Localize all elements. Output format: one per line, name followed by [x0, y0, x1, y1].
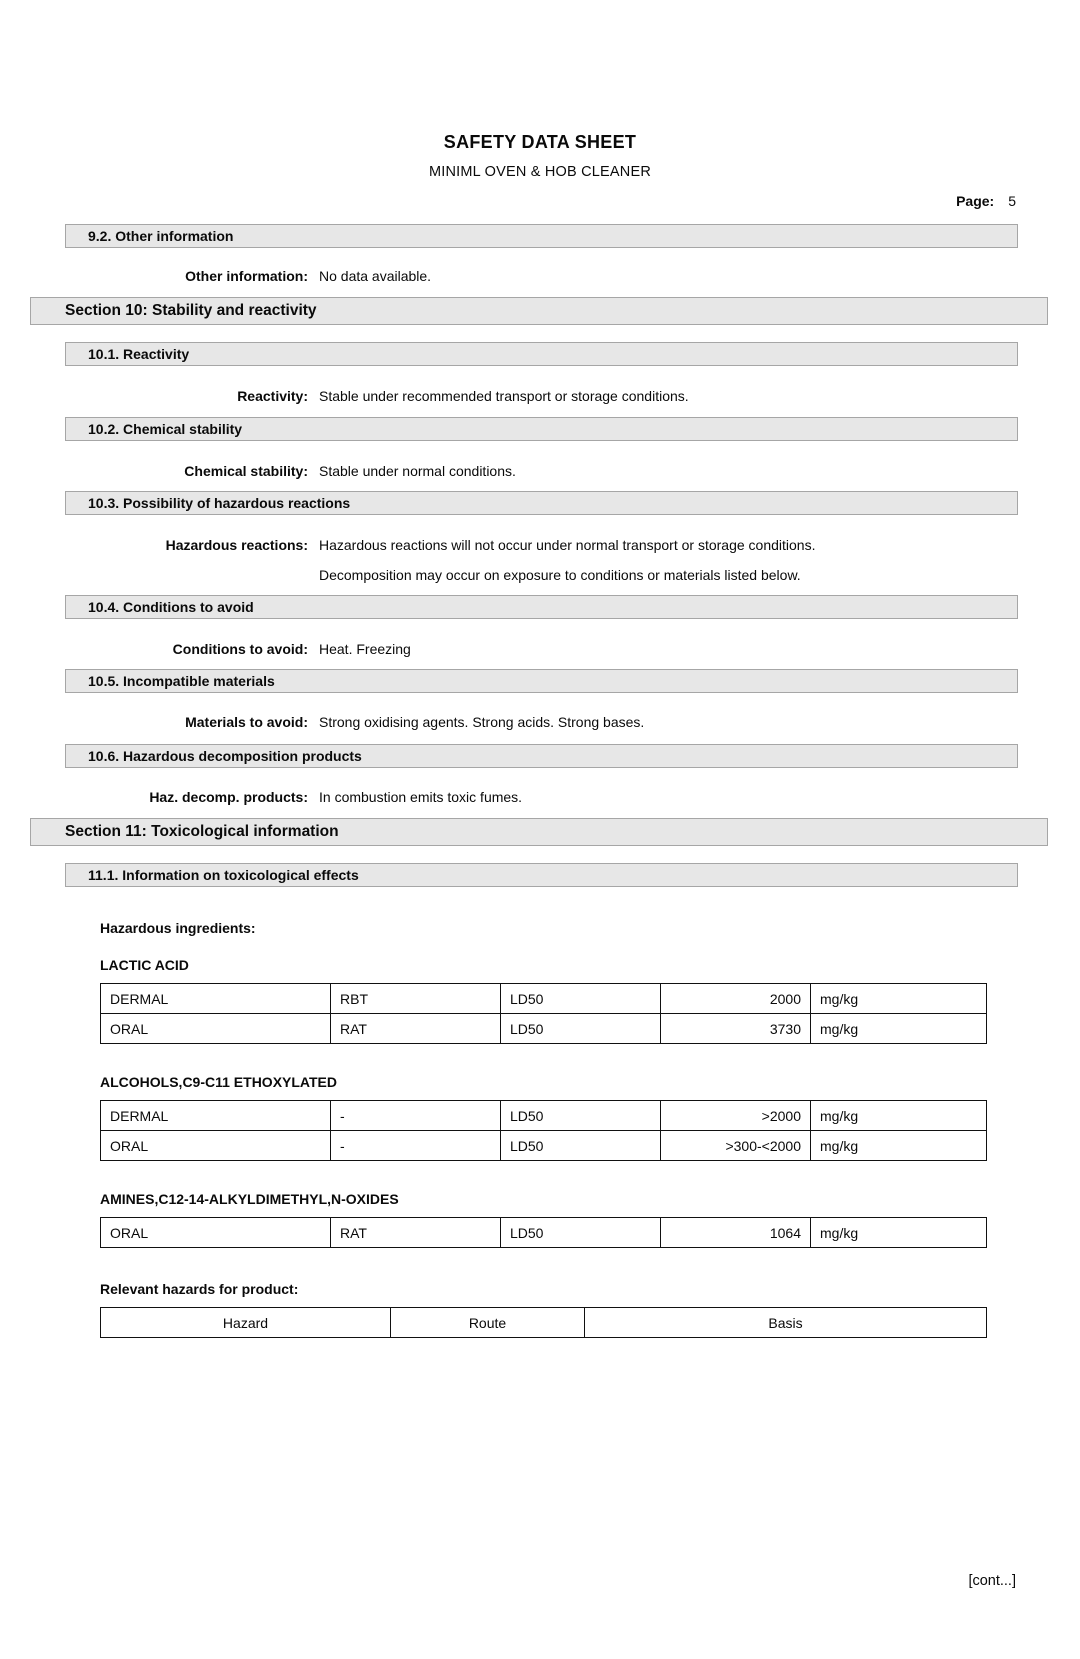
- field-value-line-1: Hazardous reactions will not occur under normal transport or storage conditions.: [319, 537, 816, 553]
- section-header-9-2: 9.2. Other information: [65, 224, 1018, 248]
- table-row: [101, 1218, 987, 1248]
- section-header-10-6: 10.6. Hazardous decomposition products: [65, 744, 1018, 768]
- field-other-information: [0, 267, 1080, 285]
- test-cell: LD50: [501, 1101, 661, 1131]
- route-cell: ORAL: [101, 1131, 331, 1161]
- species-cell: RAT: [331, 1014, 501, 1044]
- route-cell: ORAL: [101, 1014, 331, 1044]
- value-cell: 2000: [661, 984, 811, 1014]
- section-header-10-4: 10.4. Conditions to avoid: [65, 595, 1018, 619]
- section-header-10-2: 10.2. Chemical stability: [65, 417, 1018, 441]
- product-name: MINIML OVEN & HOB CLEANER: [428, 164, 651, 180]
- field-hazardous-reactions: [0, 536, 1080, 584]
- value-cell: 1064: [661, 1218, 811, 1248]
- field-materials-to-avoid: [0, 713, 1080, 731]
- value-cell: >300-<2000: [661, 1131, 811, 1161]
- section-header-10-5: 10.5. Incompatible materials: [65, 669, 1018, 693]
- table-row: [101, 1131, 987, 1161]
- value-cell: >2000: [661, 1101, 811, 1131]
- units-cell: mg/kg: [811, 1101, 987, 1131]
- route-cell: ORAL: [101, 1218, 331, 1248]
- section-header-10-3: 10.3. Possibility of hazardous reactions: [65, 491, 1018, 515]
- page-label: Page:: [956, 193, 995, 209]
- field-value-line-2: Decomposition may occur on exposure to conditions or materials listed below.: [319, 567, 801, 583]
- units-cell: mg/kg: [811, 984, 987, 1014]
- field-haz-decomp-products: [0, 788, 1080, 806]
- field-reactivity: [0, 387, 1080, 405]
- species-cell: -: [331, 1101, 501, 1131]
- test-cell: LD50: [501, 1131, 661, 1161]
- species-cell: -: [331, 1131, 501, 1161]
- toxicity-table-alcohols: [100, 1100, 987, 1161]
- route-cell: DERMAL: [101, 984, 331, 1014]
- species-cell: RBT: [331, 984, 501, 1014]
- species-cell: RAT: [331, 1218, 501, 1248]
- route-cell: DERMAL: [101, 1101, 331, 1131]
- section-header-10: Section 10: Stability and reactivity: [30, 297, 1048, 325]
- route-column-header: Route: [391, 1308, 585, 1338]
- field-chemical-stability: [0, 462, 1080, 480]
- field-value: Heat. Freezing: [319, 641, 411, 657]
- section-header-10-1: 10.1. Reactivity: [65, 342, 1018, 366]
- test-cell: LD50: [501, 984, 661, 1014]
- relevant-hazards-table: [100, 1307, 987, 1338]
- hazard-column-header: Hazard: [101, 1308, 391, 1338]
- sds-document-page: [0, 131, 1080, 1659]
- value-cell: 3730: [661, 1014, 811, 1044]
- field-value: Stable under recommended transport or storage conditions.: [319, 388, 689, 404]
- document-title: SAFETY DATA SHEET: [443, 132, 637, 152]
- table-row: [101, 984, 987, 1014]
- table-row: [101, 1014, 987, 1044]
- field-conditions-to-avoid: [0, 640, 1080, 658]
- relevant-hazards-heading: Relevant hazards for product:: [100, 1281, 299, 1297]
- ingredient-name-amines: AMINES,C12-14-ALKYLDIMETHYL,N-OXIDES: [100, 1191, 399, 1207]
- field-value: No data available.: [319, 268, 432, 284]
- field-value: [319, 536, 815, 584]
- page-number: 5: [1008, 193, 1016, 209]
- test-cell: LD50: [501, 1014, 661, 1044]
- section-header-11: Section 11: Toxicological information: [30, 818, 1048, 846]
- field-value: Strong oxidising agents. Strong acids. Strong bases.: [319, 714, 645, 730]
- field-label: Reactivity:: [237, 388, 308, 404]
- toxicity-table-lactic-acid: [100, 983, 987, 1044]
- units-cell: mg/kg: [811, 1014, 987, 1044]
- field-label: Materials to avoid:: [185, 714, 308, 730]
- field-label: Hazardous reactions:: [165, 537, 308, 553]
- field-label: Chemical stability:: [184, 463, 308, 479]
- ingredient-name-lactic-acid: LACTIC ACID: [100, 957, 189, 973]
- ingredient-name-alcohols: ALCOHOLS,C9-C11 ETHOXYLATED: [100, 1074, 337, 1090]
- continuation-marker: [cont...]: [968, 1573, 1016, 1589]
- toxicity-table-amines: [100, 1217, 987, 1248]
- units-cell: mg/kg: [811, 1218, 987, 1248]
- page-indicator: [0, 192, 1080, 210]
- test-cell: LD50: [501, 1218, 661, 1248]
- field-label: Haz. decomp. products:: [149, 789, 308, 805]
- field-value: In combustion emits toxic fumes.: [319, 789, 523, 805]
- field-label: Other information:: [185, 268, 308, 284]
- table-header-row: [101, 1308, 987, 1338]
- section-header-11-1: 11.1. Information on toxicological effects: [65, 863, 1018, 887]
- basis-column-header: Basis: [585, 1308, 987, 1338]
- field-label: Conditions to avoid:: [172, 641, 308, 657]
- table-row: [101, 1101, 987, 1131]
- hazardous-ingredients-heading: Hazardous ingredients:: [100, 920, 256, 936]
- units-cell: mg/kg: [811, 1131, 987, 1161]
- field-value: Stable under normal conditions.: [319, 463, 516, 479]
